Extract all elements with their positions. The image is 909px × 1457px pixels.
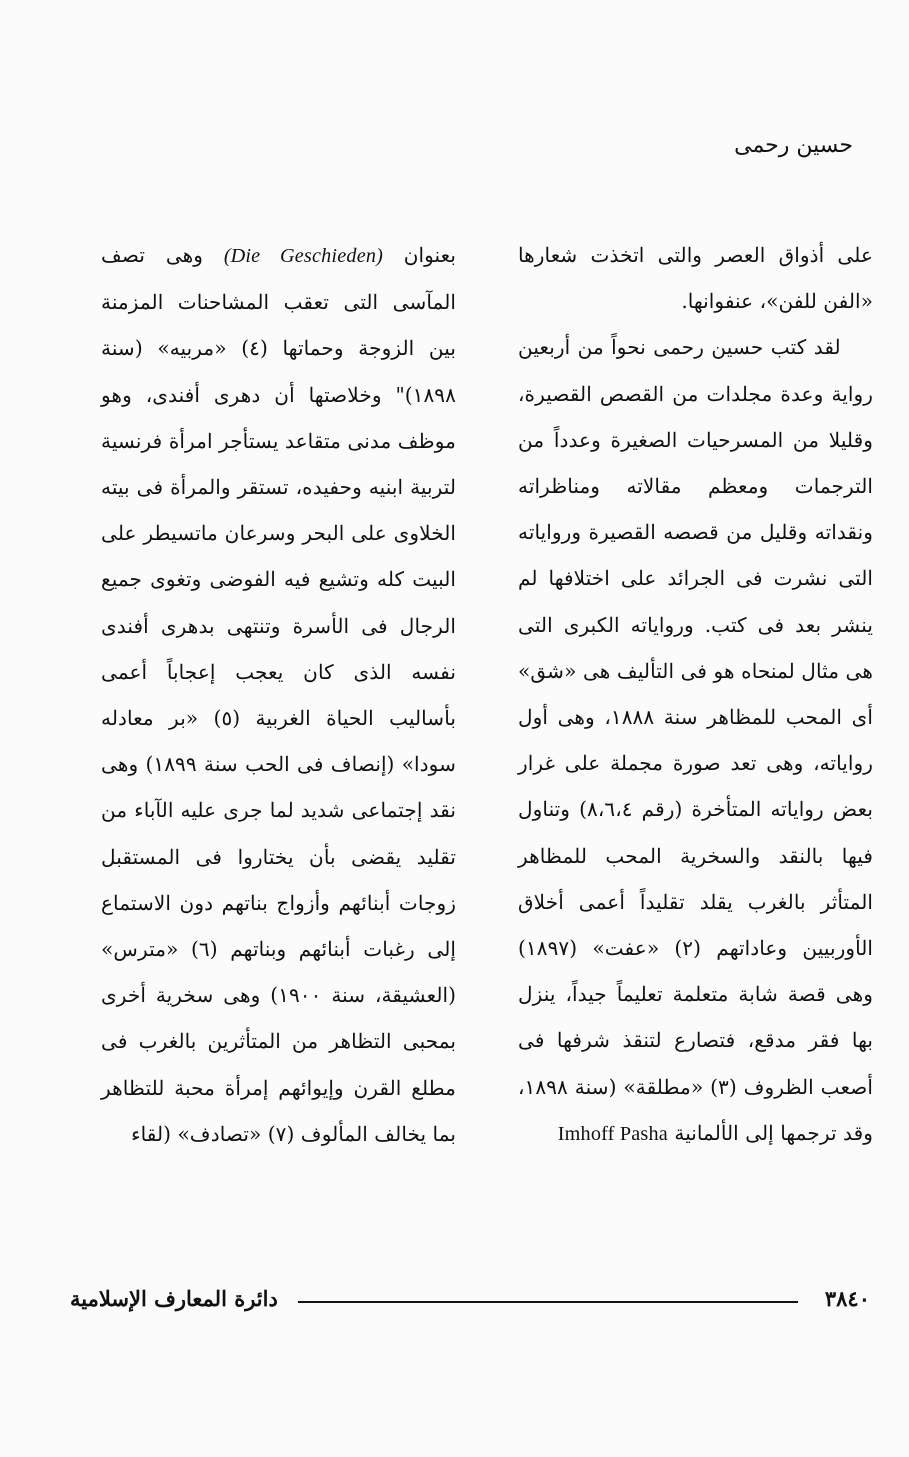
page-number: ٣٨٤٠ bbox=[824, 1286, 870, 1311]
paragraph-text: وهى تصف المآسى التى تعقب المشاحنات المزمنة بين الزوجة وحماتها (٤) «مربيه» (سنة ١٨٩٨)" وخلاصتها أن دهرى أفندى، وهو موظف مدنى متقاعد يستأجر امرأة فرنسية لتربية ابنيه وحفيده، تستقر والمرأة فى بيته الخلاوى على البحر وسرعان ماتسيطر على البيت كله وتشيع فيه الفوضى وتغوى جميع الرجال فى الأسرة وتنتهى بدهرى أفندى نفسه الذى كان يعجب إعجاباً أعمى بأساليب الحياة الغربية (٥) «بر معادله سودا» (إنصاف فى الحب سنة ١٨٩٩) وهى نقد إجتماعى شديد لما جرى عليه الآباء من تقليد يقضى بأن يختاروا فى المستقبل زوجات أبنائهم وأزواج بناتهم دون الاستماع إلى رغبات أبنائهم وبناتهم (٦) «مترس» (العشيقة، سنة ١٩٠٠) وهى سخرية أخرى بمحبى التظاهر من المتأثرين بالغرب فى مطلع القرن وإيوائهم إمرأة محبة للتظاهر بما يخالف المألوف (٧) «تصادف» (لقاء bbox=[101, 243, 457, 1146]
running-head: حسين رحمى bbox=[734, 133, 853, 158]
paragraph-prefix: بعنوان bbox=[403, 243, 456, 267]
paragraph bbox=[518, 324, 873, 1157]
footer-rule bbox=[298, 1301, 798, 1303]
latin-title: (Die Geschieden) bbox=[223, 245, 383, 267]
page-footer bbox=[70, 1286, 870, 1316]
journal-title: دائرة المعارف الإسلامية bbox=[70, 1286, 278, 1311]
paragraph-text: لقد كتب حسين رحمى نحواً من أربعين رواية وعدة مجلدات من القصص القصيرة، وقليلا من المسرحيات الصغيرة وعدداً من الترجمات ومعظم مقالاته ومناظراته ونقداته وقليل من قصصه القصيرة ورواياته التى نشرت فى الجرائد على اختلافها لم ينشر بعد فى كتب. ورواياته الكبرى التى هى مثال لمنحاه هو فى التأليف هى «شق» أى المحب للمظاهر سنة ١٨٨٨، وهى أول رواياته، وهى تعد صورة مجملة على غرار بعض رواياته المتأخرة (رقم ٨،٦،٤) وتناول فيها بالنقد والسخرية المحب للمظاهر المتأثر بالغرب يقلد تقليداً أعمى أخلاق الأوربيين وعاداتهم (٢) «عفت» (١٨٩٧) وهى قصة شابة متعلمة تعليماً جيداً، ينزل بها فقر مدقع، فتصارع لتنقذ شرفها فى أصعب الظروف (٣) «مطلقة» (سنة ١٨٩٨، وقد ترجمها إلى الألمانية bbox=[518, 335, 873, 1145]
paragraph bbox=[101, 232, 456, 1157]
latin-name: Imhoff Pasha bbox=[557, 1122, 668, 1145]
right-column bbox=[518, 232, 873, 1157]
left-column bbox=[101, 232, 456, 1157]
paragraph: على أذواق العصر والتى اتخذت شعارها «الفن للفن»، عنفوانها. bbox=[518, 243, 873, 314]
